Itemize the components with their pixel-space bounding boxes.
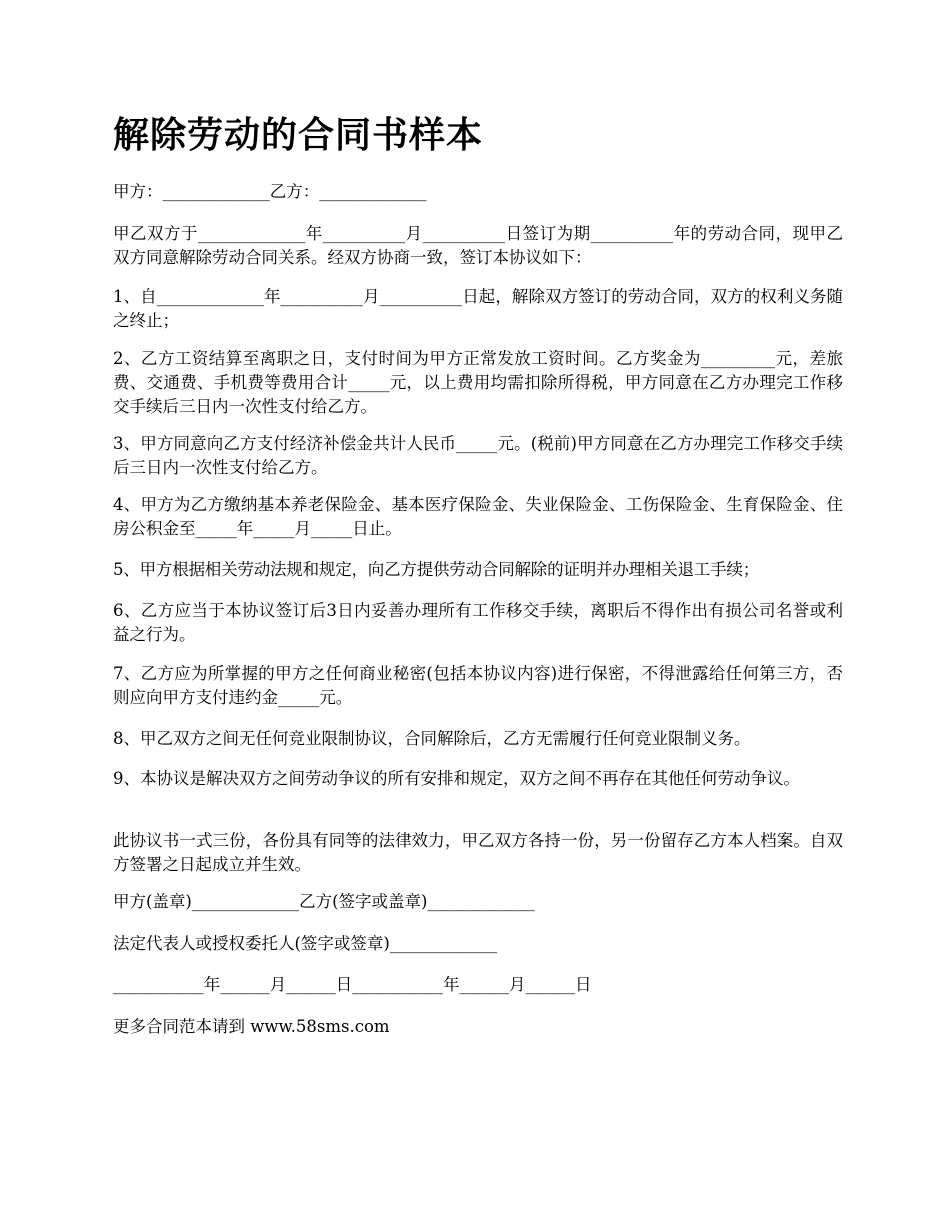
clause-4: 4、甲方为乙方缴纳基本养老保险金、基本医疗保险金、失业保险金、工伤保险金、生育保险金、住房公积金至_____年_____月_____日止。 <box>113 495 843 538</box>
clause-1: 1、自_____________年__________月__________日起，解除双方签订的劳动合同，双方的权利义务随之终止； <box>113 287 843 330</box>
party-line: 甲方：_____________乙方：_____________ <box>113 182 427 201</box>
clause-2: 2、乙方工资结算至离职之日，支付时间为甲方正常发放工资时间。乙方奖金为_________元，差旅费、交通费、手机费等费用合计_____元，以上费用均需扣除所得税，甲方同意在乙方办理完工作移交手续后三日内一次性支付给乙方。 <box>113 349 843 416</box>
clause-6: 6、乙方应当于本协议签订后3日内妥善办理所有工作移交手续，离职后不得作出有损公司名誉或利益之行为。 <box>113 601 843 644</box>
footer-link-text: 更多合同范本请到 www.58sms.com <box>113 1017 390 1036</box>
document-title: 解除劳动的合同书样本 <box>113 115 484 156</box>
clause-9: 9、本协议是解决双方之间劳动争议的所有安排和规定，双方之间不再存在其他任何劳动争议。 <box>113 769 800 788</box>
clause-7: 7、乙方应为所掌握的甲方之任何商业秘密(包括本协议内容)进行保密，不得泄露给任何第三方，否则应向甲方支付违约金_____元。 <box>113 664 843 707</box>
signature-line-parties: 甲方(盖章)_____________乙方(签字或盖章)_____________ <box>113 892 535 911</box>
clause-8: 8、甲乙双方之间无任何竞业限制协议，合同解除后，乙方无需履行任何竞业限制义务。 <box>113 729 751 748</box>
intro-paragraph: 甲乙双方于_____________年__________月__________日签订为期__________年的劳动合同，现甲乙双方同意解除劳动合同关系。经双方协商一致，签订本协议如下： <box>113 224 843 267</box>
clause-3: 3、甲方同意向乙方支付经济补偿金共计人民币_____元。(税前)甲方同意在乙方办理完工作移交手续后三日内一次性支付给乙方。 <box>113 434 843 477</box>
signature-line-representative: 法定代表人或授权委托人(签字或签章)_____________ <box>113 934 498 953</box>
signature-date-line: ___________年______月______日___________年______月______日 <box>113 975 592 994</box>
clause-5: 5、甲方根据相关劳动法规和规定，向乙方提供劳动合同解除的证明并办理相关退工手续； <box>113 560 759 579</box>
closing-paragraph: 此协议书一式三份，各份具有同等的法律效力，甲乙双方各持一份，另一份留存乙方本人档案。自双方签署之日起成立并生效。 <box>113 831 843 874</box>
